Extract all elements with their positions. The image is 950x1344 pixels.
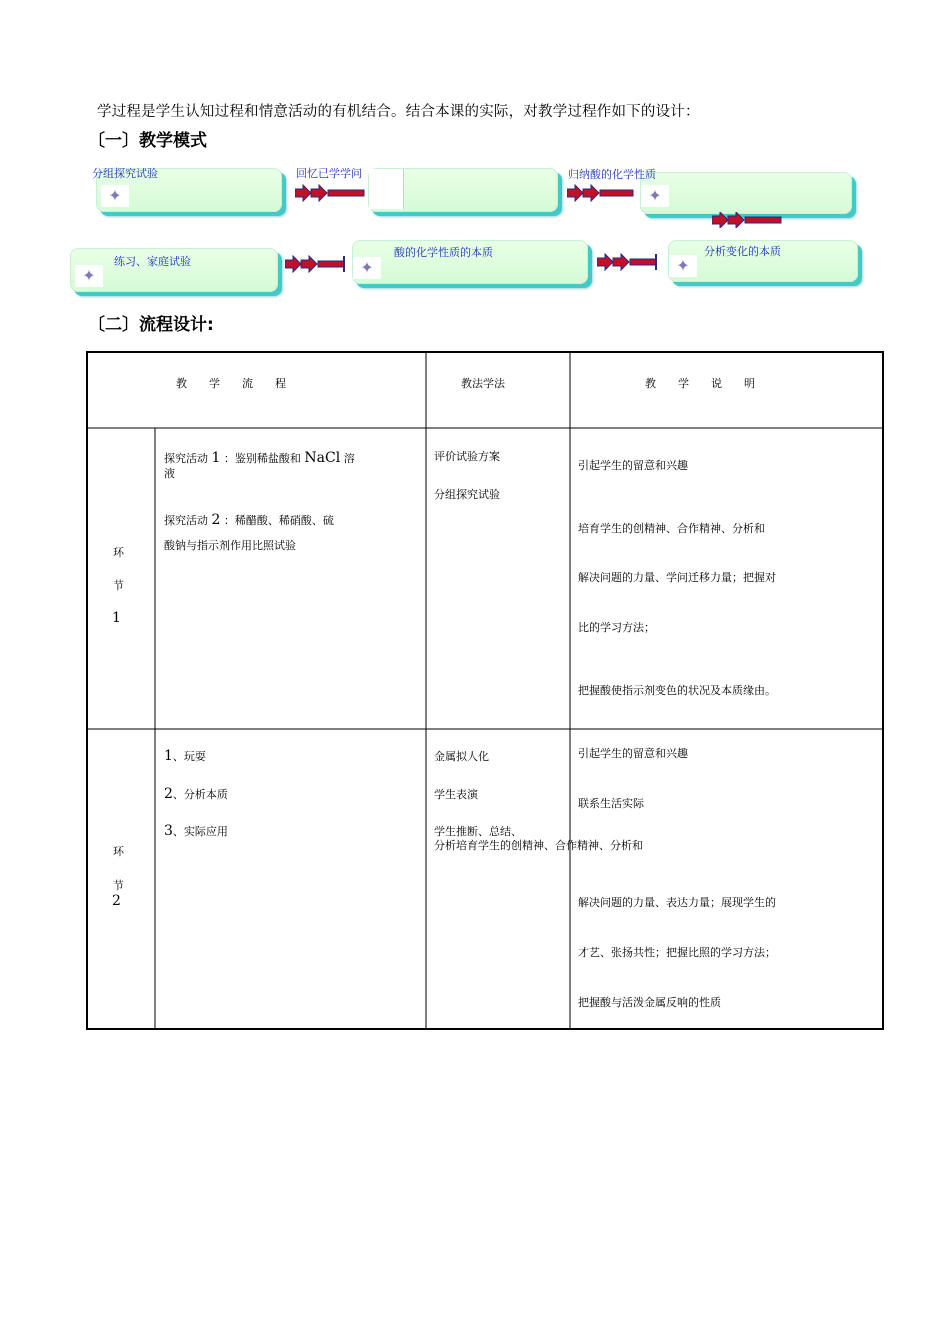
flow-label-analyze-change: 分析变化的本质 bbox=[704, 245, 781, 258]
header-method: 教法学法 bbox=[461, 377, 505, 390]
stage1-note: 培育学生的创精神、合作精神、分析和 bbox=[578, 522, 765, 535]
stage1-activity1-tail: 液 bbox=[164, 467, 175, 480]
stage2-note: 引起学生的留意和兴趣 bbox=[578, 747, 688, 760]
sparkle-icon: ✦ bbox=[641, 185, 669, 207]
stage1-label-char: 环 bbox=[113, 546, 124, 559]
stage2-note: 解决问题的力量、表达力量；展现学生的 bbox=[578, 896, 776, 909]
flow-label-recall-knowledge: 回忆已学学问 bbox=[296, 167, 362, 180]
header-process: 教 学 流 程 bbox=[176, 377, 286, 390]
stage1-method: 评价试验方案 bbox=[434, 450, 500, 463]
stage2-label-char: 环 bbox=[113, 845, 124, 858]
flow-label-summarize-properties: 归纳酸的化学性质 bbox=[568, 168, 656, 181]
stage1-note: 把握酸使指示剂变色的状况及本质缘由。 bbox=[578, 684, 776, 697]
section-title-process-design: 〔二〕流程设计: bbox=[88, 315, 214, 335]
stage2-item: 3、实际应用 bbox=[164, 823, 228, 839]
stage2-method: 学生表演 bbox=[434, 788, 478, 801]
stage2-label-char: 节 bbox=[113, 879, 124, 892]
stage2-note: 联系生活实际 bbox=[578, 797, 644, 810]
stage1-note: 引起学生的留意和兴趣 bbox=[578, 459, 688, 472]
sparkle-icon: ✦ bbox=[75, 265, 103, 287]
sparkle-icon: ✦ bbox=[353, 257, 381, 279]
sparkle-icon: ✦ bbox=[669, 255, 697, 277]
stage2-method: 学生推断、总结、 bbox=[434, 825, 522, 838]
stage2-method: 分析培育学生的创精神、合作精神、分析和 bbox=[434, 839, 643, 852]
stage1-activity2: 探究活动 2 ：稀醋酸、稀硝酸、硫 bbox=[164, 512, 334, 528]
flow-label-essence: 酸的化学性质的本质 bbox=[394, 246, 493, 259]
stage2-item: 2、分析本质 bbox=[164, 786, 228, 802]
sparkle-icon: ✦ bbox=[101, 185, 129, 207]
stage2-item: 1、玩耍 bbox=[164, 748, 206, 764]
intro-text: 学过程是学生认知过程和情意活动的有机结合。结合本课的实际，对教学过程作如下的设计： bbox=[97, 104, 700, 120]
stage1-label-num: 1 bbox=[112, 610, 121, 626]
section-title-teaching-mode: 〔一〕教学模式 bbox=[88, 131, 207, 151]
stage2-method: 金属拟人化 bbox=[434, 750, 489, 763]
stage2-note: 把握酸与活泼金属反响的性质 bbox=[578, 996, 721, 1009]
stage1-activity2-tail: 酸钠与指示剂作用比照试验 bbox=[164, 539, 296, 552]
stage1-activity1: 探究活动 1 ：鉴别稀盐酸和 NaCl 溶 bbox=[164, 450, 355, 466]
flow-label-group-experiment: 分组探究试验 bbox=[92, 167, 158, 180]
stage1-note: 比的学习方法； bbox=[578, 621, 655, 634]
stage1-method: 分组探究试验 bbox=[434, 488, 500, 501]
stage2-note: 才艺、张扬共性；把握比照的学习方法； bbox=[578, 946, 776, 959]
flow-label-practice: 练习、家庭试验 bbox=[114, 255, 191, 268]
stage2-label-num: 2 bbox=[112, 893, 121, 909]
stage1-note: 解决问题的力量、学问迁移力量；把握对 bbox=[578, 571, 776, 584]
header-explain: 教 学 说 明 bbox=[645, 377, 755, 390]
stage1-label-char: 节 bbox=[113, 579, 124, 592]
